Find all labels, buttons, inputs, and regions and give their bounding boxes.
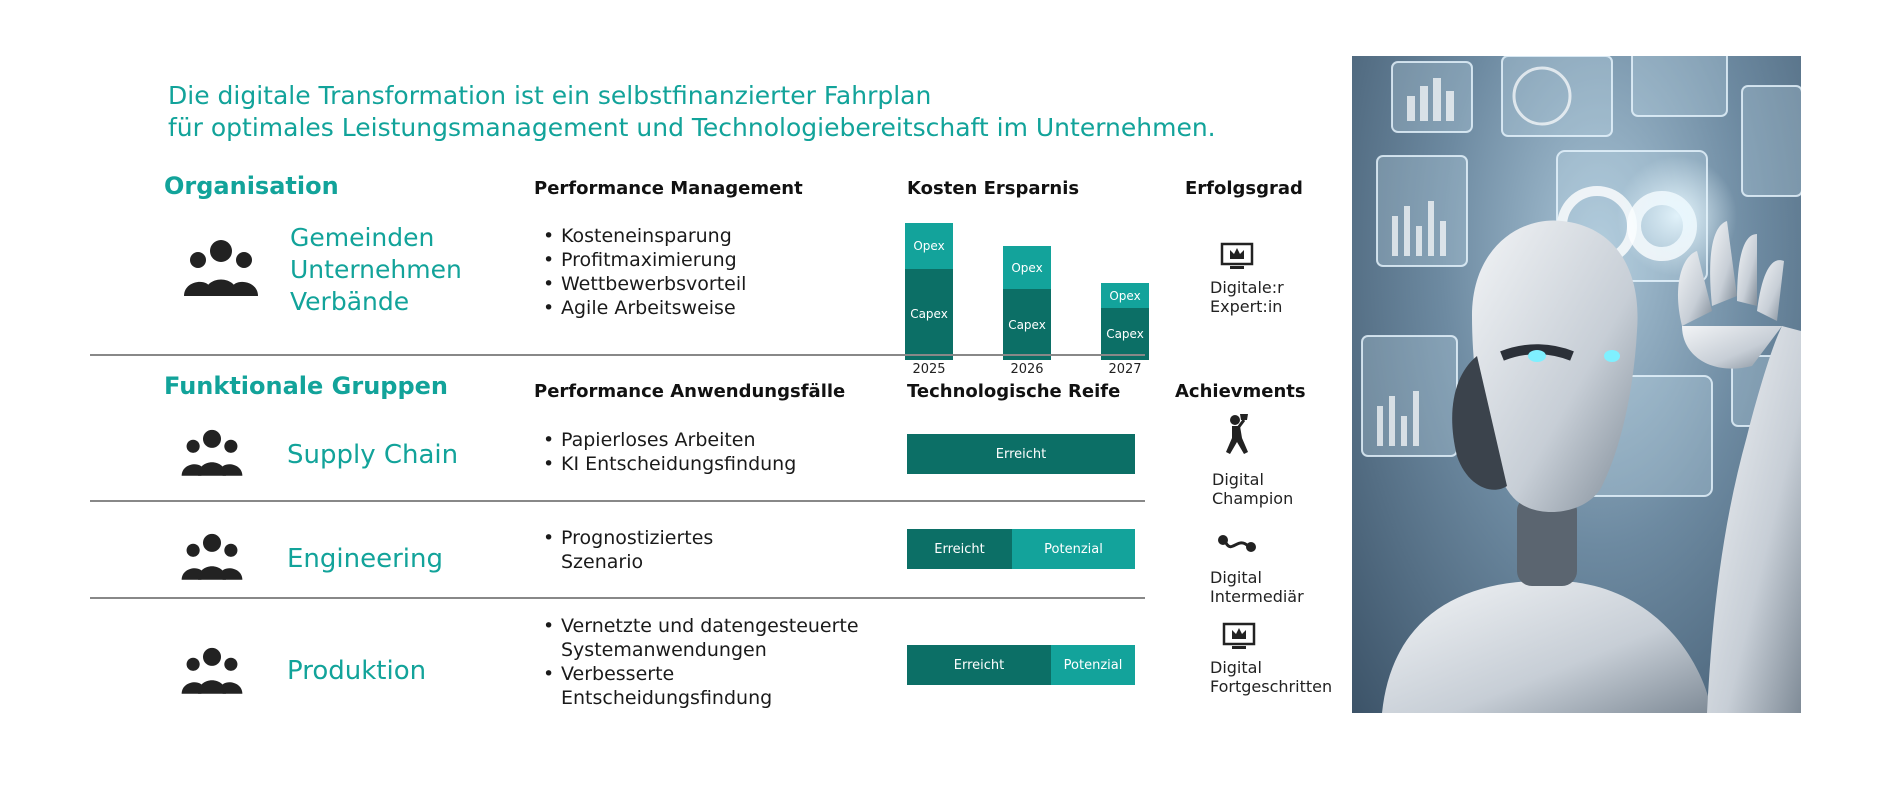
intermediary-label-line-2: Intermediär (1210, 587, 1304, 606)
list-item: • Profitmaximierung (543, 248, 746, 272)
group-name-supply-chain: Supply Chain (287, 440, 459, 470)
maturity-bar-production (907, 645, 1135, 685)
people-group-icon (180, 532, 244, 580)
expert-label (1210, 278, 1284, 316)
achievement-advanced-label (1210, 658, 1332, 696)
list-item: • Vernetzte und datengesteuerte Systemanwendungen (543, 614, 863, 662)
maturity-reached-segment: Erreicht (907, 645, 1051, 685)
supply-chain-use-cases (543, 428, 796, 476)
expert-label-line-2: Expert:in (1210, 297, 1283, 316)
tick-label-2025: 2025 (912, 362, 946, 377)
tick-label-2026: 2026 (1010, 362, 1044, 377)
maturity-potential-segment: Potenzial (1012, 529, 1135, 569)
org-name-municipalities: Gemeinden (290, 223, 435, 252)
section-divider (90, 354, 1145, 356)
row-divider (90, 597, 1145, 599)
list-item: • Verbesserte Entscheidungsfindung (543, 662, 863, 710)
maturity-potential-segment: Potenzial (1051, 645, 1135, 685)
maturity-bar-supply-chain (907, 434, 1135, 474)
use-cases-heading: Performance Anwendungsfälle (534, 381, 846, 402)
maturity-reached-segment: Erreicht (907, 529, 1012, 569)
list-item: • Papierloses Arbeiten (543, 428, 796, 452)
bar-opex-2025: Opex (905, 223, 953, 269)
group-name-engineering: Engineering (287, 544, 443, 574)
advanced-icon (1222, 622, 1256, 652)
achievements-heading: Achievments (1175, 381, 1306, 402)
expert-label-line-1: Digitale:r (1210, 278, 1284, 297)
robot-illustration (1352, 56, 1801, 713)
bar-capex-2025: Capex (905, 269, 953, 360)
success-heading: Erfolgsgrad (1185, 178, 1303, 199)
people-group-icon (180, 646, 244, 694)
champion-icon (1218, 412, 1252, 456)
achievement-intermediary-label (1210, 568, 1304, 606)
robot-hologram-image (1352, 56, 1801, 713)
tick-label-2027: 2027 (1108, 362, 1142, 377)
production-use-cases (543, 614, 863, 710)
tech-maturity-heading: Technologische Reife (907, 381, 1121, 402)
expert-monitor-icon (1220, 242, 1254, 272)
list-item: • Wettbewerbsvorteil (543, 272, 746, 296)
list-item: • Prognostiziertes Szenario (543, 526, 743, 574)
bar-opex-2026: Opex (1003, 246, 1051, 290)
cost-savings-chart (905, 220, 1145, 380)
org-name-companies: Unternehmen (290, 255, 462, 284)
bar-opex-2027: Opex (1101, 283, 1149, 308)
bar-capex-2026: Capex (1003, 289, 1051, 360)
group-name-production: Produktion (287, 656, 427, 686)
advanced-label-line-2: Fortgeschritten (1210, 677, 1333, 696)
achievement-champion-label (1212, 470, 1293, 508)
intro-line-2: für optimales Leistungsmanagement und Technologiebereitschaft im Unternehmen. (168, 113, 1216, 142)
intro-text (168, 80, 1216, 144)
list-item: • Agile Arbeitsweise (543, 296, 746, 320)
organisation-heading: Organisation (164, 172, 339, 200)
performance-management-heading: Performance Management (534, 178, 803, 199)
people-group-icon (180, 428, 244, 476)
intermediary-label-line-1: Digital (1210, 568, 1262, 587)
org-name-associations: Verbände (290, 287, 410, 316)
people-group-icon (182, 238, 260, 296)
row-divider (90, 500, 1145, 502)
intermediary-icon (1216, 532, 1258, 558)
list-item: • KI Entscheidungsfindung (543, 452, 796, 476)
engineering-use-cases (543, 526, 743, 574)
organisation-names (290, 222, 462, 318)
bar-capex-2027: Capex (1101, 308, 1149, 360)
intro-line-1: Die digitale Transformation ist ein selbstfinanzierter Fahrplan (168, 81, 932, 110)
advanced-label-line-1: Digital (1210, 658, 1262, 677)
performance-management-list (543, 224, 746, 320)
maturity-bar-engineering (907, 529, 1135, 569)
maturity-reached-segment: Erreicht (907, 434, 1135, 474)
list-item: • Kosteneinsparung (543, 224, 746, 248)
cost-savings-heading: Kosten Ersparnis (907, 178, 1080, 199)
champion-label-line-1: Digital (1212, 470, 1264, 489)
champion-label-line-2: Champion (1212, 489, 1294, 508)
functional-groups-heading: Funktionale Gruppen (164, 372, 449, 400)
